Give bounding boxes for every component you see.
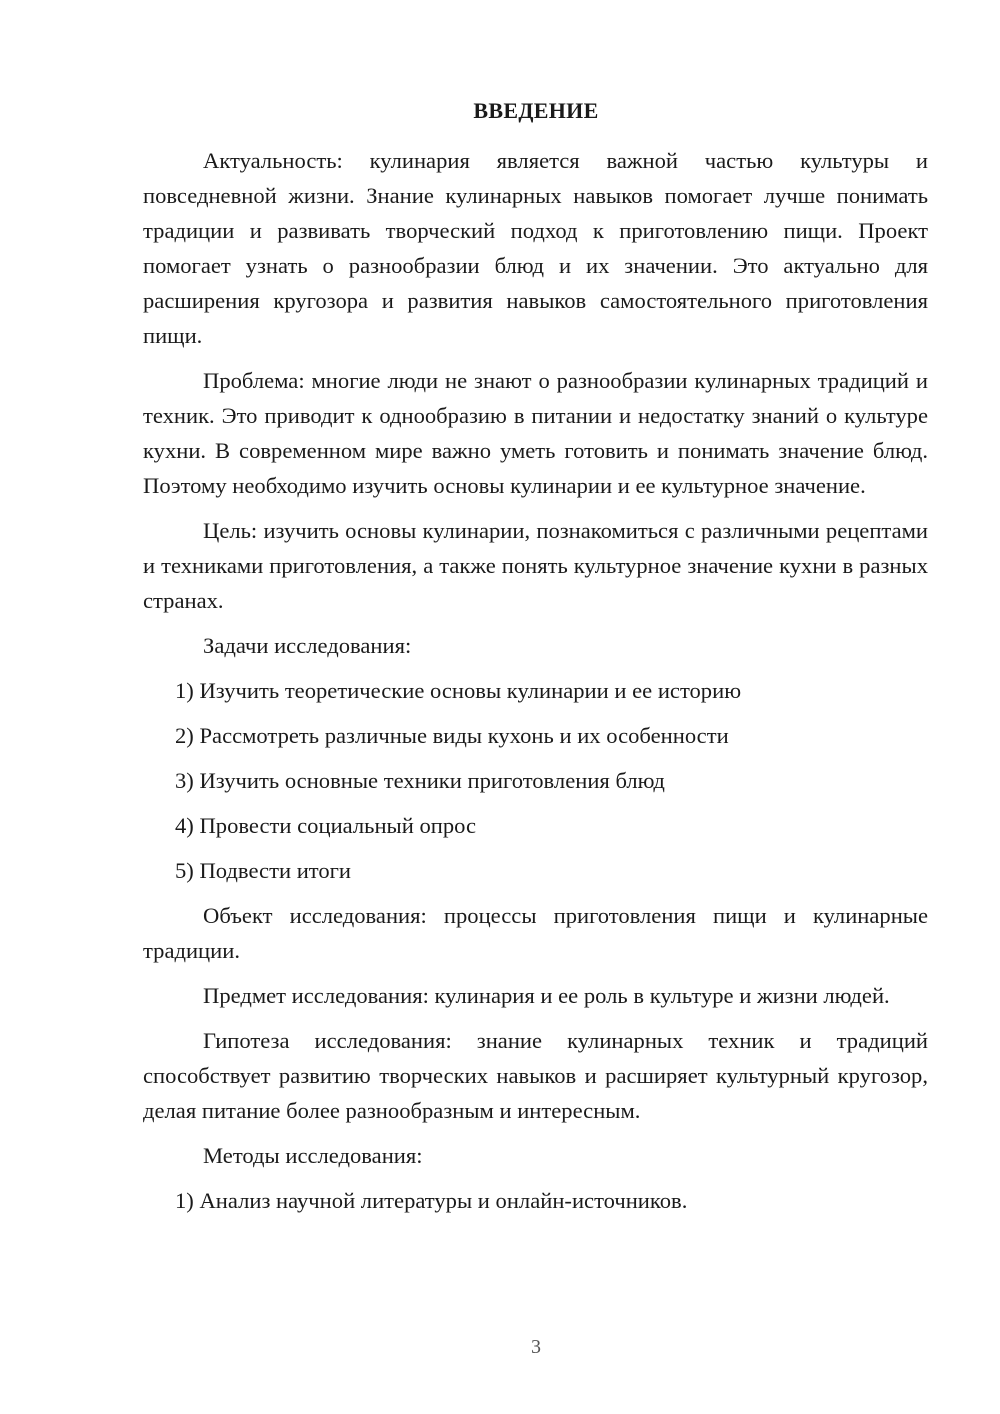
method-item: 1) Анализ научной литературы и онлайн-источников.	[175, 1188, 688, 1213]
goal-paragraph: Цель: изучить основы кулинарии, познакомиться с различными рецептами и техниками приготовления, а также понять культурное значение кухни в разных странах.	[143, 518, 928, 613]
task-item: 4) Провести социальный опрос	[175, 813, 477, 838]
relevance-paragraph: Актуальность: кулинария является важной частью культуры и повседневной жизни. Знание кулинарных навыков помогает лучше понимать традиции и развивать творческий подход к приготовлению пищи. Проект помогает узнать о разнообразии блюд и их значении. Это актуально для расширения кругозора и развития навыков самостоятельного приготовления пищи.	[143, 148, 928, 348]
task-item: 5) Подвести итоги	[175, 858, 352, 883]
task-item: 3) Изучить основные техники приготовления блюд	[175, 768, 665, 793]
task-item: 1) Изучить теоретические основы кулинарии и ее историю	[175, 678, 742, 703]
task-item: 2) Рассмотреть различные виды кухонь и их особенности	[175, 723, 729, 748]
object-paragraph: Объект исследования: процессы приготовления пищи и кулинарные традиции.	[143, 903, 928, 963]
tasks-title: Задачи исследования:	[203, 633, 412, 658]
problem-paragraph: Проблема: многие люди не знают о разнообразии кулинарных традиций и техник. Это приводит к однообразию в питании и недостатку знаний о культуре кухни. В современном мире важно уметь готовить и понимать значение блюд. Поэтому необходимо изучить основы кулинарии и ее культурное значение.	[143, 368, 928, 498]
page-title: ВВЕДЕНИЕ	[473, 98, 599, 123]
subject-paragraph: Предмет исследования: кулинария и ее роль в культуре и жизни людей.	[203, 983, 890, 1008]
hypothesis-paragraph: Гипотеза исследования: знание кулинарных техник и традиций способствует развитию творческих навыков и расширяет культурный кругозор, делая питание более разнообразным и интересным.	[143, 1028, 928, 1123]
methods-title: Методы исследования:	[203, 1143, 423, 1168]
page-number: 3	[531, 1336, 541, 1358]
document-body	[143, 143, 928, 1228]
